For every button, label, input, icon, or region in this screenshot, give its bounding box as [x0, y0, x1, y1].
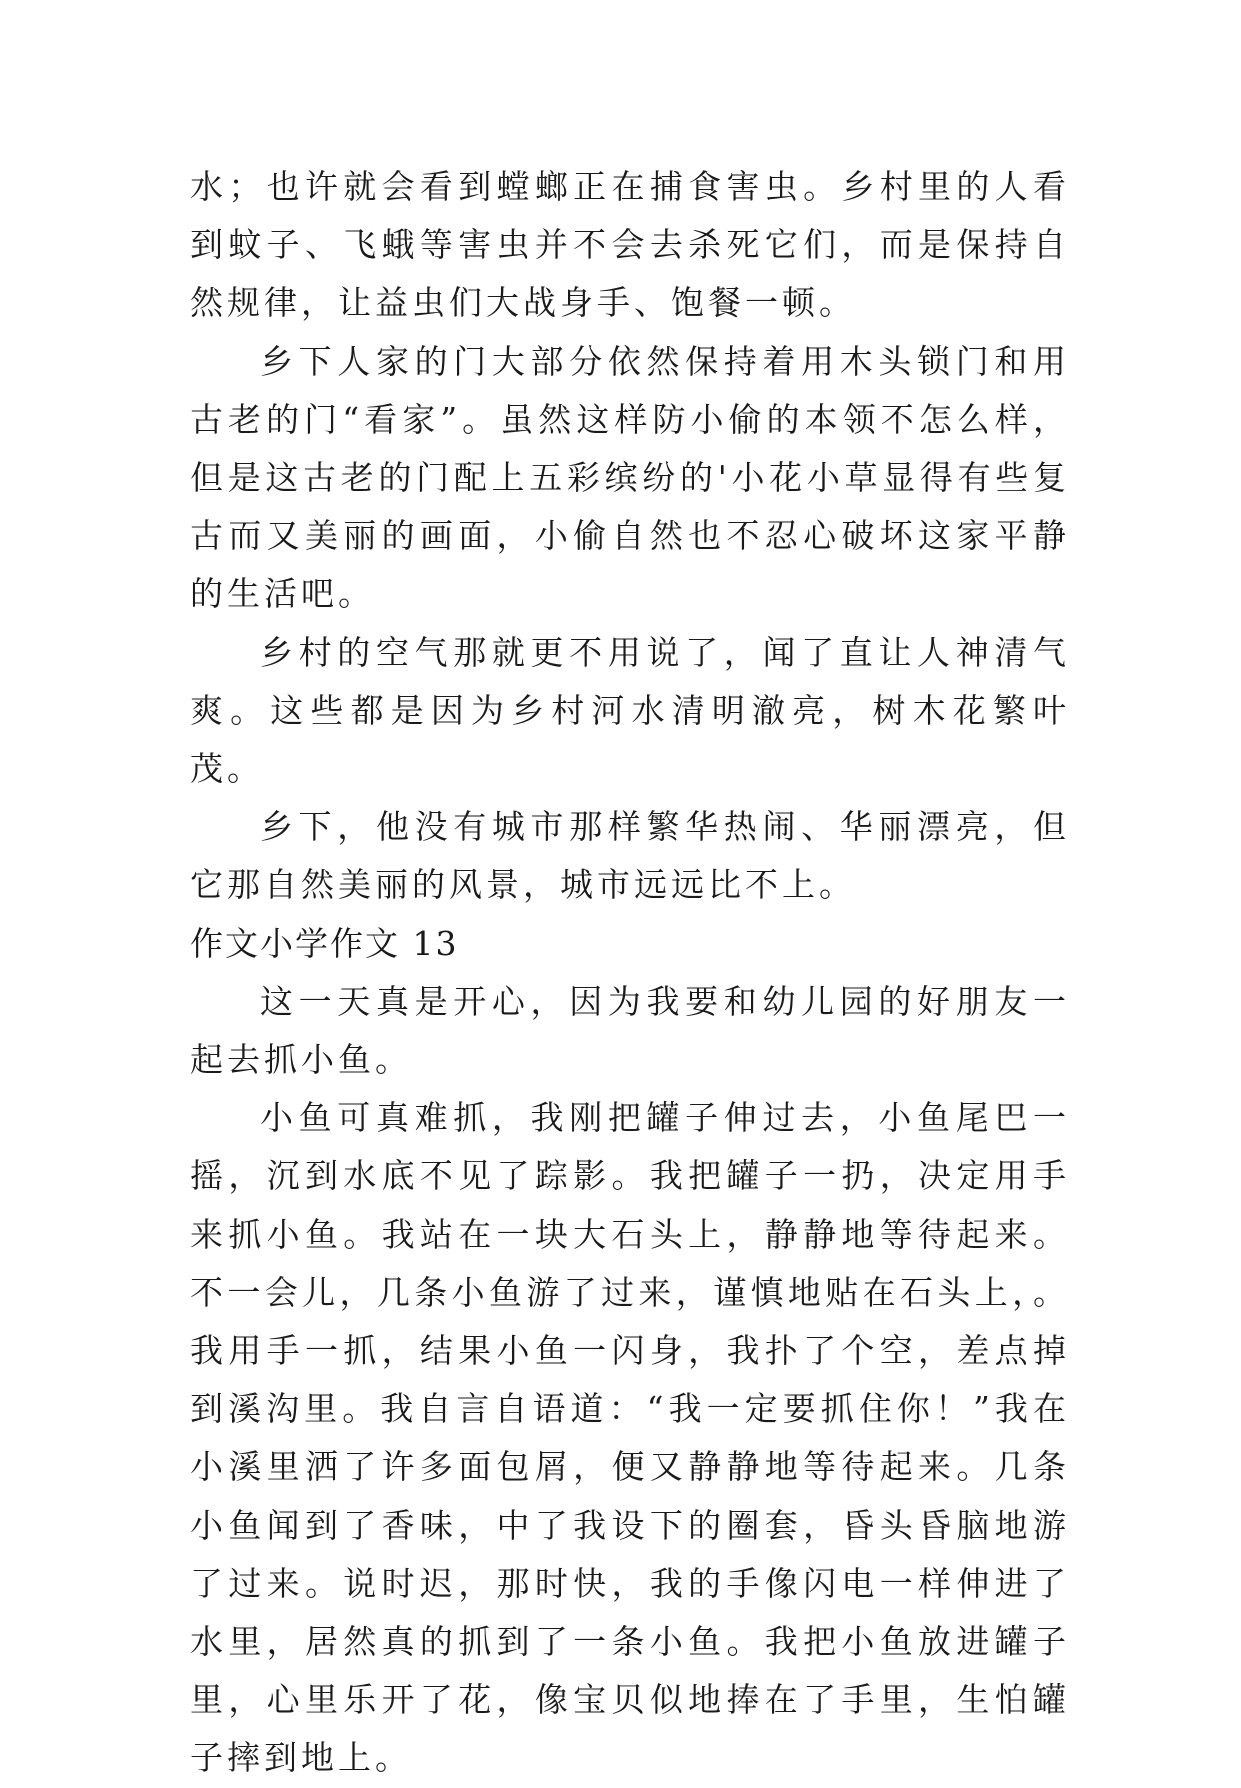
paragraph-doors: 乡下人家的门大部分依然保持着用木头锁门和用古老的门“看家”。虽然这样防小偷的本领不怎么样，但是这古老的门配上五彩缤纷的'小花小草显得有些复古而又美丽的画面，小偷自然也不忍心破坏这家平静的生活吧。	[190, 341, 1070, 614]
paragraph-intro: 这一天真是开心，因为我要和幼儿园的好朋友一起去抓小鱼。	[190, 981, 1070, 1080]
paragraph-catching-fish: 小鱼可真难抓，我刚把罐子伸过去，小鱼尾巴一摇，沉到水底不见了踪影。我把罐子一扔，决定用手来抓小鱼。我站在一块大石头上，静静地等待起来。不一会儿，几条小鱼游了过来，谨慎地贴在石头上，。我用手一抓，结果小鱼一闪身，我扑了个空，差点掉到溪沟里。我自言自语道：“我一定要抓住你！”我在小溪里洒了许多面包屑，便又静静地等待起来。几条小鱼闻到了香味，中了我设下的圈套，昏头昏脑地游了过来。说时迟，那时快，我的手像闪电一样伸进了水里，居然真的抓到了一条小鱼。我把小鱼放进罐子里，心里乐开了花，像宝贝似地捧在了手里，生怕罐子摔到地上。	[190, 1098, 1070, 1778]
paragraph-air: 乡村的空气那就更不用说了，闻了直让人神清气爽。这些都是因为乡村河水清明澈亮，树木花繁叶茂。	[190, 632, 1070, 789]
essay-heading: 作文小学作文 13	[190, 923, 459, 963]
paragraph-countryside: 乡下，他没有城市那样繁华热闹、华丽漂亮，但它那自然美丽的风景，城市远远比不上。	[190, 807, 1070, 905]
document-body	[190, 158, 1070, 1788]
paragraph-continuation: 水；也许就会看到螳螂正在捕食害虫。乡村里的人看到蚊子、飞蛾等害虫并不会去杀死它们，而是保持自然规律，让益虫们大战身手、饱餐一顿。	[190, 167, 1070, 323]
